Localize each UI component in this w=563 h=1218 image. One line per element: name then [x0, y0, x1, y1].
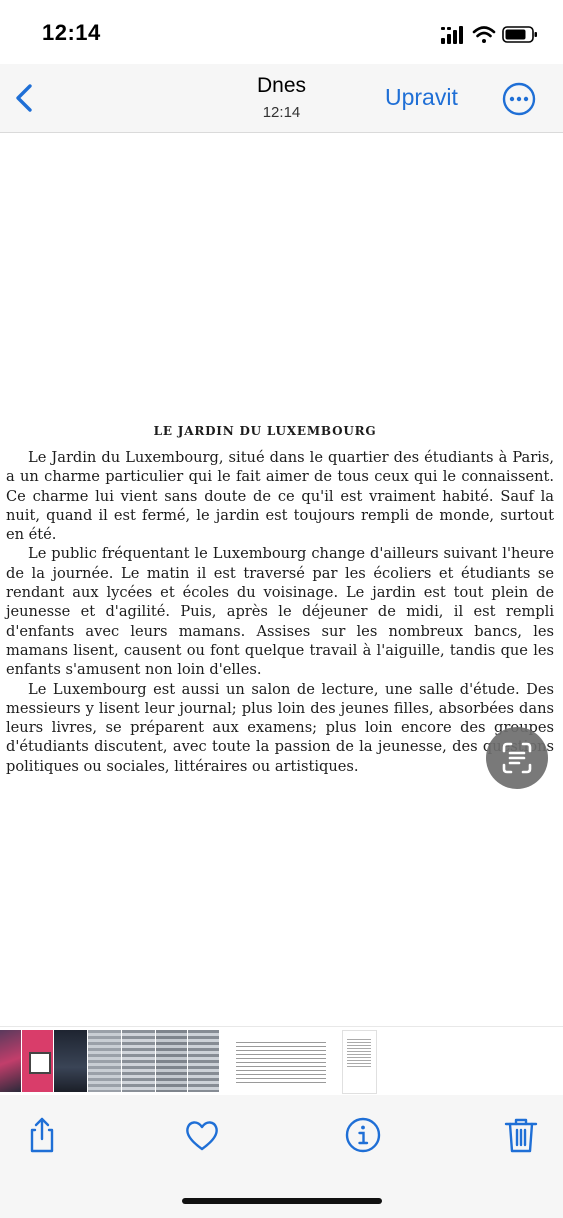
- thumbnail-strip[interactable]: [0, 1026, 563, 1095]
- status-time: 12:14: [42, 20, 101, 45]
- edit-button[interactable]: Upravit: [385, 84, 458, 110]
- thumbnail[interactable]: [22, 1030, 53, 1092]
- thumbnail-selected[interactable]: [232, 1030, 330, 1092]
- thumbnail[interactable]: [188, 1030, 219, 1092]
- document-photo: [6, 418, 554, 776]
- home-indicator: [182, 1198, 382, 1204]
- status-icons: [441, 24, 541, 46]
- share-button[interactable]: [22, 1115, 62, 1155]
- thumbnail[interactable]: [156, 1030, 187, 1092]
- nav-subtitle: 12:14: [262, 104, 301, 121]
- thumbnail[interactable]: [0, 1030, 21, 1092]
- ellipsis-circle-icon: [504, 84, 534, 114]
- nav-title: Dnes: [256, 74, 307, 97]
- info-button[interactable]: [343, 1115, 383, 1155]
- info-icon: [347, 1119, 379, 1151]
- heart-icon: [187, 1122, 216, 1149]
- more-button[interactable]: [502, 82, 536, 116]
- navigation-bar: [0, 64, 563, 133]
- thumbnail[interactable]: [122, 1030, 155, 1092]
- wifi-icon: [474, 28, 494, 44]
- trash-icon: [506, 1120, 536, 1151]
- live-text-button[interactable]: [486, 727, 548, 789]
- thumbnail[interactable]: [342, 1030, 377, 1094]
- status-bar: [0, 0, 563, 64]
- document-title: LE JARDIN DU LUXEMBOURG: [153, 424, 377, 438]
- live-text-scan-icon: [504, 744, 530, 772]
- delete-button[interactable]: [501, 1115, 541, 1155]
- favorite-button[interactable]: [182, 1115, 222, 1155]
- document-paragraph: Le Luxembourg est aussi un salon de lecture, une salle d'étude. Des messieurs y lisent leur journal; plus loin des jeunes filles, absorbées dans leurs livres, se préparent aux examens; plus loin encore des groupes d'étudiants discutent, avec toute la passion de la jeunesse, des questions politiques ou sociales, littéraires ou artistiques.: [6, 680, 554, 775]
- thumbnail[interactable]: [54, 1030, 87, 1092]
- battery-icon: [503, 27, 537, 42]
- document-paragraph: Le Jardin du Luxembourg, situé dans le quartier des étudiants à Paris, a un charme particulier qui le fait aimer de tous ceux qui le connaissent. Ce charme lui vient sans doute de ce qu'il est vraiment habité. Sauf la nuit, quand il est fermé, le jardin est toujours rempli de monde, surtout en été.: [6, 449, 554, 544]
- document-paragraph: Le public fréquentant le Luxembourg change d'ailleurs suivant l'heure de la journée. Le matin il est traversé par les écoliers et étudiants se rendant aux lycées et écoles du voisinage. Le jardin est tout plein de jeunesse et d'agilité. Puis, après le déjeuner de midi, il est rempli d'enfants avec leurs mamans. Assises sur les nombreux bancs, les mamans lisent, causent ou font quelque travail à l'aiguille, tandis que les enfants s'amusent non loin d'elles.: [6, 545, 554, 679]
- cellular-signal-icon: [441, 26, 463, 44]
- thumbnail[interactable]: [88, 1030, 121, 1092]
- share-icon: [32, 1119, 52, 1151]
